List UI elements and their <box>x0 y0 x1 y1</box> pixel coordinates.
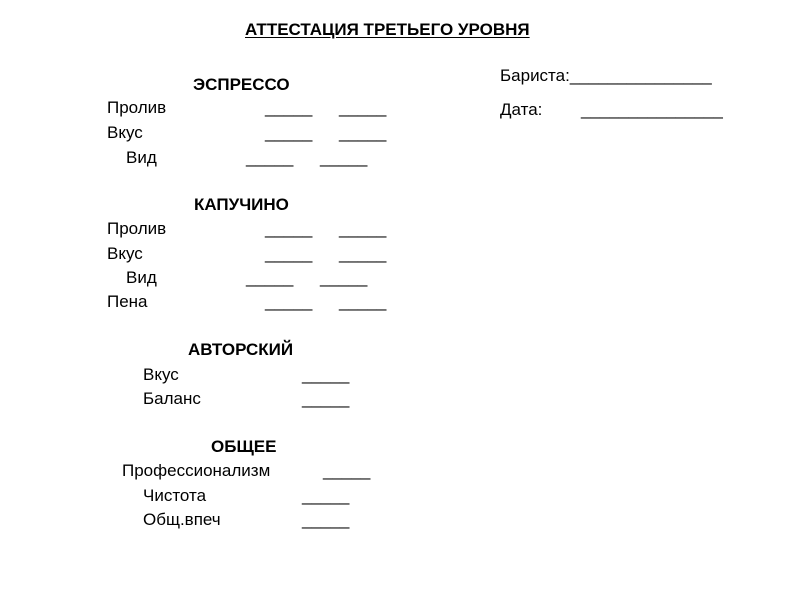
general-score[interactable]: _____ <box>302 486 350 505</box>
general-row-label: Профессионализм <box>122 461 271 480</box>
cappuccino-score-2[interactable]: _____ <box>339 244 387 263</box>
cappuccino-row-label: Пена <box>107 292 148 311</box>
cappuccino-score-2[interactable]: _____ <box>339 219 387 238</box>
espresso-heading: ЭСПРЕССО <box>193 75 290 94</box>
signature-row-label: Баланс <box>143 389 201 408</box>
cappuccino-score-2[interactable]: _____ <box>339 292 387 311</box>
espresso-score-2[interactable]: _____ <box>339 98 387 117</box>
general-row-label: Чистота <box>143 486 207 505</box>
page-title: АТТЕСТАЦИЯ ТРЕТЬЕГО УРОВНЯ <box>245 20 530 39</box>
general-heading: ОБЩЕЕ <box>211 437 277 456</box>
cappuccino-score-1[interactable]: _____ <box>246 268 294 287</box>
espresso-row-label: Вид <box>126 148 157 167</box>
cappuccino-score-1[interactable]: _____ <box>265 292 313 311</box>
general-row-label: Общ.впеч <box>143 510 221 529</box>
general-score[interactable]: _____ <box>323 461 371 480</box>
barista-field[interactable]: Бариста:_______________ <box>500 66 712 85</box>
espresso-score-1[interactable]: _____ <box>246 148 294 167</box>
cappuccino-score-1[interactable]: _____ <box>265 244 313 263</box>
cappuccino-row-label: Пролив <box>107 219 167 238</box>
cappuccino-row-label: Вкус <box>107 244 143 263</box>
date-label: Дата: <box>500 100 543 119</box>
cappuccino-score-1[interactable]: _____ <box>265 219 313 238</box>
espresso-score-2[interactable]: _____ <box>320 148 368 167</box>
espresso-score-1[interactable]: _____ <box>265 123 313 142</box>
general-score[interactable]: _____ <box>302 510 350 529</box>
signature-score[interactable]: _____ <box>302 365 350 384</box>
espresso-row-label: Вкус <box>107 123 143 142</box>
date-field[interactable]: _______________ <box>581 100 723 119</box>
signature-row-label: Вкус <box>143 365 179 384</box>
espresso-score-1[interactable]: _____ <box>265 98 313 117</box>
signature-score[interactable]: _____ <box>302 389 350 408</box>
espresso-row-label: Пролив <box>107 98 167 117</box>
cappuccino-score-2[interactable]: _____ <box>320 268 368 287</box>
cappuccino-heading: КАПУЧИНО <box>194 195 289 214</box>
signature-heading: АВТОРСКИЙ <box>188 340 294 359</box>
cappuccino-row-label: Вид <box>126 268 157 287</box>
espresso-score-2[interactable]: _____ <box>339 123 387 142</box>
